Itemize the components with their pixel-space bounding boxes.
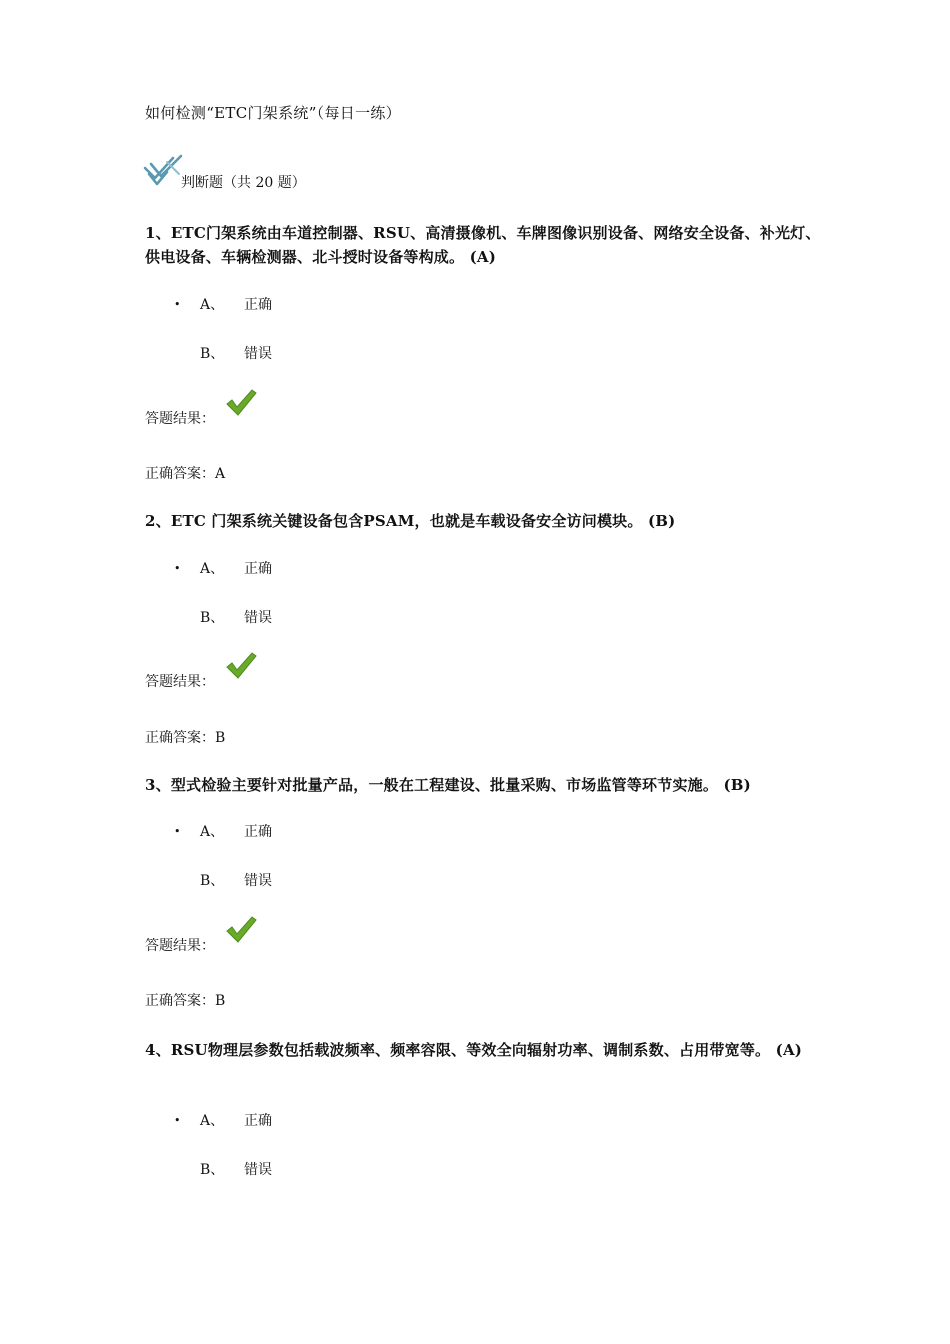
option-b[interactable] <box>174 607 272 629</box>
answer-label: 正确答案： <box>145 730 215 746</box>
document-title: 如何检测“ETC门架系统”（每日一练） <box>145 104 401 122</box>
answer-label: 正确答案： <box>145 993 215 1009</box>
option-a[interactable] <box>174 558 272 580</box>
question-text: 4、RSU物理层参数包括载波频率、频率容限、等效全向辐射功率、调制系数、占用带宽等。 (A) <box>145 1041 803 1059</box>
correct-check-icon <box>225 651 257 681</box>
result-label: 答题结果： <box>145 411 215 427</box>
option-letter: B、 <box>200 1162 225 1178</box>
option-label: 错误 <box>244 346 272 362</box>
result-label: 答题结果： <box>145 938 215 954</box>
section-header <box>143 154 543 194</box>
list-bullet: • <box>174 1114 181 1127</box>
list-bullet: • <box>174 825 181 838</box>
option-label: 正确 <box>244 824 272 840</box>
option-b[interactable] <box>174 343 272 365</box>
option-b[interactable] <box>174 1159 272 1181</box>
question-text: 3、型式检验主要针对批量产品，一般在工程建设、批量采购、市场监管等环节实施。 (B) <box>145 776 751 794</box>
answer-value: A <box>215 466 226 482</box>
correct-check-icon <box>225 388 257 418</box>
question-text: 2、ETC 门架系统关键设备包含PSAM，也就是车载设备安全访问模块。 (B) <box>145 512 676 530</box>
correct-answer <box>145 727 225 749</box>
option-label: 错误 <box>244 873 272 889</box>
answer-value: B <box>215 993 226 1009</box>
option-letter: A、 <box>200 561 225 577</box>
option-b[interactable] <box>174 870 272 892</box>
correct-answer <box>145 463 225 485</box>
option-label: 正确 <box>244 297 272 313</box>
option-letter: A、 <box>200 1113 225 1129</box>
option-letter: A、 <box>200 824 225 840</box>
question-text: 1、ETC门架系统由车道控制器、RSU、高清摄像机、车牌图像识别设备、网络安全设备、补光灯、供电设备、车辆检测器、北斗授时设备等构成。 (A) <box>145 224 821 266</box>
option-letter: A、 <box>200 297 225 313</box>
answer-result <box>145 408 215 430</box>
option-label: 正确 <box>244 1113 272 1129</box>
option-letter: B、 <box>200 346 225 362</box>
answer-result <box>145 935 215 957</box>
correct-answer <box>145 990 225 1012</box>
section-label: 判断题（共 20 题） <box>181 175 306 191</box>
option-letter: B、 <box>200 610 225 626</box>
answer-label: 正确答案： <box>145 466 215 482</box>
correct-check-icon <box>225 915 257 945</box>
list-bullet: • <box>174 298 181 311</box>
result-label: 答题结果： <box>145 674 215 690</box>
option-a[interactable] <box>174 821 272 843</box>
list-bullet: • <box>174 562 181 575</box>
option-a[interactable] <box>174 1110 272 1132</box>
option-a[interactable] <box>174 294 272 316</box>
answer-result <box>145 671 215 693</box>
option-letter: B、 <box>200 873 225 889</box>
option-label: 错误 <box>244 1162 272 1178</box>
answer-value: B <box>215 730 226 746</box>
option-label: 错误 <box>244 610 272 626</box>
option-label: 正确 <box>244 561 272 577</box>
